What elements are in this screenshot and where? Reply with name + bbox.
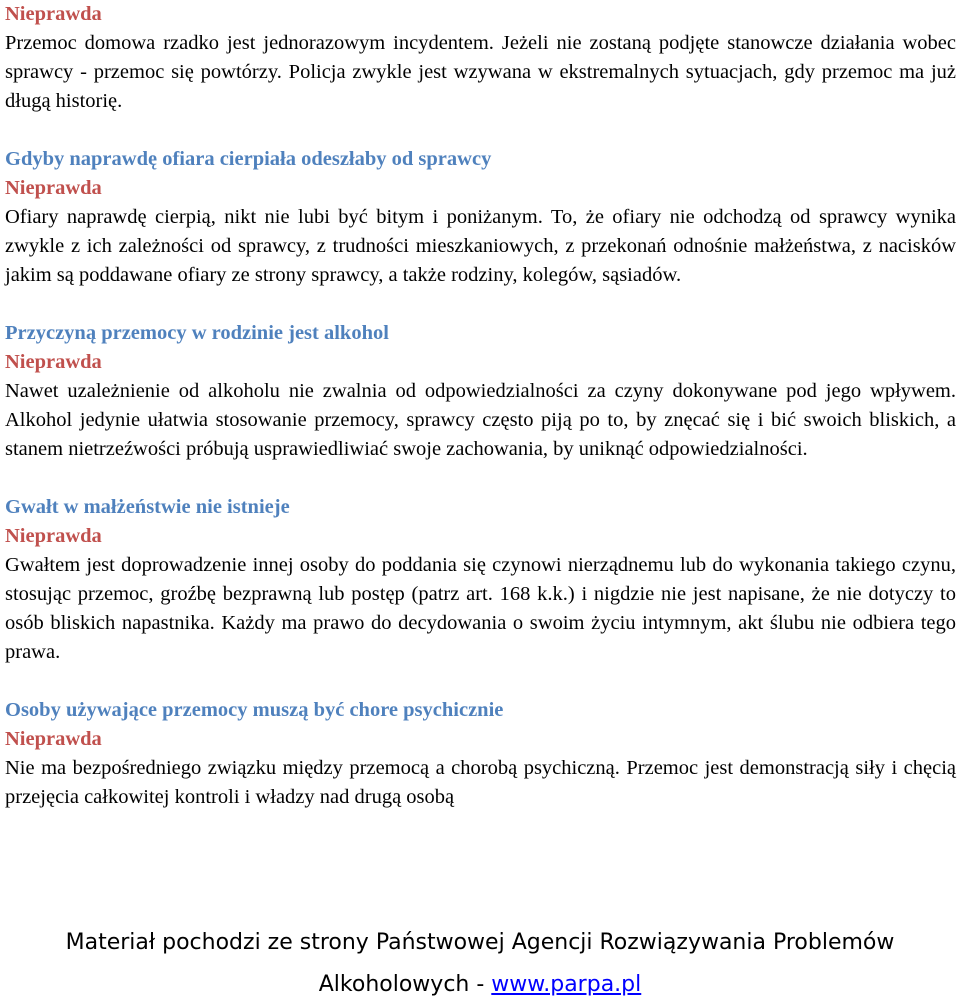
myth-heading: Gwałt w małżeństwie nie istnieje	[5, 496, 290, 518]
myth-section-4	[5, 493, 956, 667]
myth-section-5	[5, 696, 956, 812]
document-body	[5, 0, 956, 812]
myth-verdict: Nieprawda	[5, 728, 102, 750]
myth-verdict: Nieprawda	[5, 177, 102, 199]
myth-verdict: Nieprawda	[5, 525, 102, 547]
footer-source-text: Alkoholowych -	[318, 972, 492, 997]
parpa-website-link[interactable]: www.parpa.pl	[491, 972, 642, 997]
myth-section-2	[5, 145, 956, 290]
myth-explanation: Przemoc domowa rzadko jest jednorazowym incydentem. Jeżeli nie zostaną podjęte stanowcze działania wobec sprawcy - przemoc się powtórzy. Policja zwykle jest wzywana w ekstremalnych sytuacjach, gdy przemoc ma już długą historię.	[5, 32, 956, 112]
myth-heading: Gdyby naprawdę ofiara cierpiała odeszłaby od sprawcy	[5, 148, 492, 170]
myth-explanation: Nie ma bezpośredniego związku między przemocą a chorobą psychiczną. Przemoc jest demonstracją siły i chęcią przejęcia całkowitej kontroli i władzy nad drugą osobą	[5, 757, 956, 808]
myth-explanation: Gwałtem jest doprowadzenie innej osoby do poddania się czynowi nierządnemu lub do wykonania takiego czynu, stosując przemoc, groźbę bezprawną lub postęp (patrz art. 168 k.k.) i nigdzie nie jest napisane, że nie dotyczy to osób bliskich napastnika. Każdy ma prawo do decydowania o swoim życiu intymnym, akt ślubu nie odbiera tego prawa.	[5, 554, 956, 663]
page-footer	[0, 922, 960, 1006]
myth-verdict: Nieprawda	[5, 351, 102, 373]
myth-explanation: Nawet uzależnienie od alkoholu nie zwalnia od odpowiedzialności za czyny dokonywane pod jego wpływem. Alkohol jedynie ułatwia stosowanie przemocy, sprawcy często piją po to, by znęcać się i bić swoich bliskich, a stanem nietrzeźwości próbują usprawiedliwiać swoje zachowania, by uniknąć odpowiedzialności.	[5, 380, 956, 460]
myth-section-1	[5, 0, 956, 116]
myth-heading: Osoby używające przemocy muszą być chore psychicznie	[5, 699, 504, 721]
myth-verdict: Nieprawda	[5, 3, 102, 25]
myth-explanation: Ofiary naprawdę cierpią, nikt nie lubi być bitym i poniżanym. To, że ofiary nie odchodzą od sprawcy wynika zwykle z ich zależności od sprawcy, z trudności mieszkaniowych, z przekonań odnośnie małżeństwa, z nacisków jakim są poddawane ofiary ze strony sprawcy, a także rodziny, kolegów, sąsiadów.	[5, 206, 956, 286]
footer-source-line-1: Materiał pochodzi ze strony Państwowej Agencji Rozwiązywania Problemów	[65, 930, 895, 955]
footer-source-line-2	[0, 964, 960, 1006]
myth-section-3	[5, 319, 956, 464]
myth-heading: Przyczyną przemocy w rodzinie jest alkohol	[5, 322, 389, 344]
